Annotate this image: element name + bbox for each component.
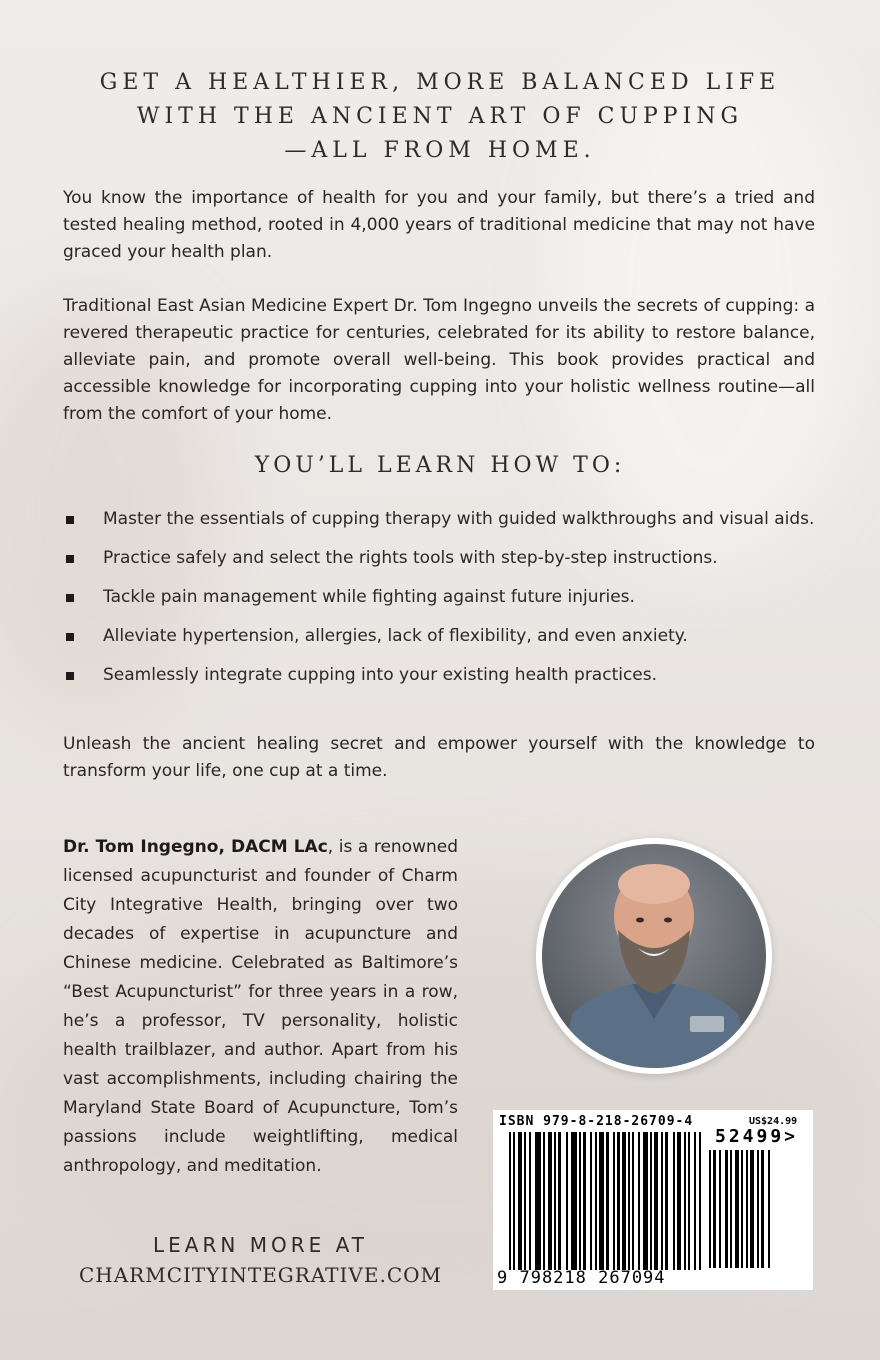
headline <box>40 66 840 168</box>
bullet-square-icon <box>66 516 74 524</box>
author-portrait <box>536 838 772 1074</box>
learn-bullet-list <box>63 506 815 701</box>
bullet-text: Master the essentials of cupping therapy with guided walkthroughs and visual aids. <box>103 509 815 529</box>
learn-more <box>63 1230 458 1290</box>
price-label: US$24.99 <box>749 1116 798 1127</box>
headline-line-1: GET A HEALTHIER, MORE BALANCED LIFE <box>99 70 781 95</box>
addon-code: 52499> <box>715 1126 799 1147</box>
closing-paragraph: Unleash the ancient healing secret and empower yourself with the knowledge to transform your life, one cup at a time. <box>63 734 815 781</box>
isbn-number: ISBN 979-8-218-26709-4 <box>499 1114 694 1129</box>
bullet-square-icon <box>66 594 74 602</box>
headline-line-2: WITH THE ANCIENT ART OF CUPPING <box>136 104 744 129</box>
intro-paragraph-1: You know the importance of health for you and your family, but there’s a tried and tested healing method, rooted in 4,000 years of traditional medicine that may not have graced your health plan. <box>63 188 815 262</box>
addon-barcode-bars <box>709 1150 805 1268</box>
bullet-text: Seamlessly integrate cupping into your existing health practices. <box>103 665 658 685</box>
bullet-text: Alleviate hypertension, allergies, lack of flexibility, and even anxiety. <box>103 626 688 646</box>
bullet-square-icon <box>66 555 74 563</box>
headline-line-3: —ALL FROM HOME. <box>284 138 596 163</box>
bullet-item <box>63 623 815 650</box>
bullet-square-icon <box>66 633 74 641</box>
isbn-barcode <box>493 1110 813 1290</box>
learn-more-label: LEARN MORE AT <box>153 1233 368 1257</box>
intro-paragraph-2: Traditional East Asian Medicine Expert Dr. Tom Ingegno unveils the secrets of cupping: a revered therapeutic practice for centuries, celebrated for its ability to restore balance, alleviate pain, and promote overall well-being. This book provides practical and accessible knowledge for incorporating cupping into your holistic wellness routine—all from the comfort of your home. <box>63 296 815 424</box>
learn-heading: YOU’LL LEARN HOW TO: <box>254 453 626 478</box>
ean-barcode-bars <box>509 1132 705 1270</box>
bullet-item <box>63 584 815 611</box>
barcode-number: 9 798218 267094 <box>497 1268 666 1288</box>
website-link[interactable]: CHARMCITYINTEGRATIVE.COM <box>78 1263 442 1287</box>
bullet-item <box>63 662 815 689</box>
bullet-square-icon <box>66 672 74 680</box>
bullet-item <box>63 506 815 533</box>
author-bio-text: , is a renowned licensed acupuncturist and founder of Charm City Integrative Health, bringing over two decades of expertise in acupuncture and Chinese medicine. Celebrated as Baltimore’s “Best Acupuncturist” for three years in a row, he’s a professor, TV personality, holistic health trailblazer, and author. Apart from his vast accomplishments, including chairing the Maryland State Board of Acupuncture, Tom’s passions include weightlifting, medical anthropology, and meditation. <box>63 837 459 1176</box>
author-name: Dr. Tom Ingegno, DACM LAc <box>63 837 328 857</box>
bullet-item <box>63 545 815 572</box>
bullet-text: Practice safely and select the rights tools with step-by-step instructions. <box>103 548 718 568</box>
author-photo <box>542 844 766 1068</box>
author-bio <box>63 833 458 1181</box>
bullet-text: Tackle pain management while fighting against future injuries. <box>103 587 635 607</box>
